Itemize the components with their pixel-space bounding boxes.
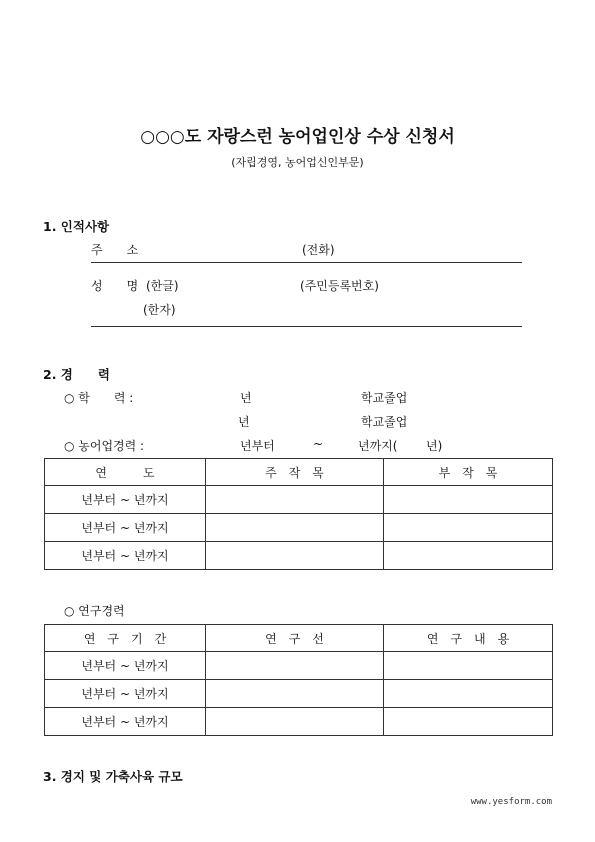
research-content-cell[interactable]: [384, 652, 553, 680]
research-period-cell: 년부터 ~ 년까지: [45, 680, 206, 708]
research-header-period: 연 구 기 간: [45, 625, 206, 652]
research-line-cell[interactable]: [206, 708, 384, 736]
career-sub-crop-cell[interactable]: [384, 514, 553, 542]
research-career-label: ○ 연구경력: [64, 604, 125, 618]
research-content-cell[interactable]: [384, 680, 553, 708]
career-table-header: [45, 459, 553, 486]
career-period-cell: 년부터 ~ 년까지: [45, 514, 206, 542]
table-row: [45, 542, 553, 570]
career-header-year: 연 도: [45, 459, 206, 486]
table-row: [45, 708, 553, 736]
career-period-cell: 년부터 ~ 년까지: [45, 486, 206, 514]
research-table: [44, 624, 553, 736]
footer-url: www.yesform.com: [470, 797, 552, 807]
table-row: [45, 514, 553, 542]
resident-number-label: (주민등록번호): [300, 279, 379, 293]
farming-tilde: ~: [313, 437, 324, 451]
education-graduate-1: 학교졸업: [361, 391, 408, 405]
section2-heading: 2. 경 력: [43, 367, 110, 382]
research-period-cell: 년부터 ~ 년까지: [45, 708, 206, 736]
research-header-line: 연 구 선: [206, 625, 384, 652]
research-period-cell: 년부터 ~ 년까지: [45, 652, 206, 680]
research-line-cell[interactable]: [206, 652, 384, 680]
research-table-header: [45, 625, 553, 652]
career-sub-crop-cell[interactable]: [384, 486, 553, 514]
table-row: [45, 652, 553, 680]
career-sub-crop-cell[interactable]: [384, 542, 553, 570]
hangul-label: (한글): [146, 279, 179, 293]
form-title: ○○○도 자랑스런 농어업인상 수상 신청서: [140, 127, 455, 147]
hanja-label: (한자): [143, 303, 176, 317]
address-underline: [91, 262, 522, 263]
research-header-content: 연 구 내 용: [384, 625, 553, 652]
career-period-cell: 년부터 ~ 년까지: [45, 542, 206, 570]
career-header-main-crop: 주 작 목: [206, 459, 384, 486]
farming-to-label: 년까지(: [358, 439, 398, 453]
research-content-cell[interactable]: [384, 708, 553, 736]
career-main-crop-cell[interactable]: [206, 542, 384, 570]
section3-heading: 3. 경지 및 가축사육 규모: [43, 769, 183, 784]
farming-years-label: 년): [426, 439, 443, 453]
research-line-cell[interactable]: [206, 680, 384, 708]
section1-heading: 1. 인적사항: [43, 219, 110, 234]
form-subtitle: (자립경영, 농어업신인부문): [231, 156, 364, 169]
education-year-1: 년: [240, 391, 252, 405]
education-label: ○ 학 력 :: [64, 391, 134, 405]
career-main-crop-cell[interactable]: [206, 514, 384, 542]
name-underline: [91, 326, 522, 327]
table-row: [45, 680, 553, 708]
name-label: 성 명: [91, 279, 139, 293]
education-year-2: 년: [238, 415, 250, 429]
phone-label: (전화): [302, 243, 335, 257]
farming-from-label: 년부터: [240, 439, 275, 453]
career-table: [44, 458, 553, 570]
education-graduate-2: 학교졸업: [361, 415, 408, 429]
farming-career-label: ○ 농어업경력 :: [64, 439, 145, 453]
table-row: [45, 486, 553, 514]
career-main-crop-cell[interactable]: [206, 486, 384, 514]
address-label: 주 소: [91, 243, 139, 257]
career-header-sub-crop: 부 작 목: [384, 459, 553, 486]
